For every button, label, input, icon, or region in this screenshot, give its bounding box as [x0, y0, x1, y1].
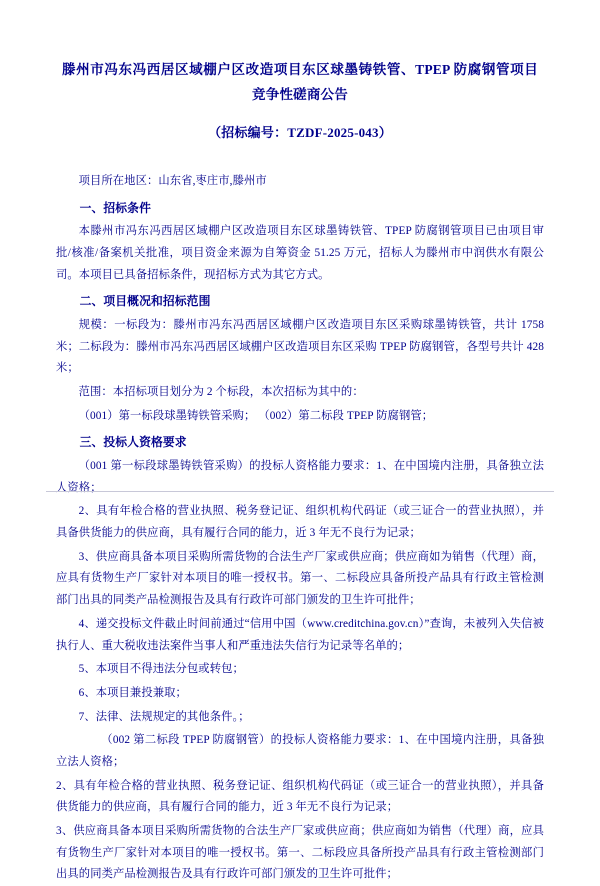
page-title: 滕州市冯东冯西居区域棚户区改造项目东区球墨铸铁管、TPEP 防腐钢管项目竞争性磋商公告 [62, 62, 538, 102]
section-heading-1: 一、招标条件 [79, 200, 151, 215]
section-3-paragraph-7: 7、法律、法规规定的其他条件。； [78, 710, 250, 723]
section-heading-3: 三、投标人资格要求 [79, 435, 187, 450]
section-1-paragraph: 本滕州市冯东冯西居区域棚户区改造项目东区球墨铸铁管、TPEP 防腐钢管项目已由项目审批/核准/备案机关批准，项目资金来源为自筹资金 51.25 万元，招标人为滕州市中润供水有限公司。本项目已具备招标条件，现招标方式为其它方式。 [56, 225, 544, 281]
project-location: 项目所在地区：山东省,枣庄市,滕州市 [78, 174, 267, 187]
page-divider [46, 491, 554, 492]
section-3-paragraph-2: 2、具有年检合格的营业执照、税务登记证、组织机构代码证（或三证合一的营业执照），并具备供货能力的供应商，具有履行合同的能力，近 3 年无不良行为记录； [56, 505, 544, 540]
section-3-paragraph-5: 5、本项目不得违法分包或转包； [78, 663, 244, 676]
bid-number: （招标编号：TZDF-2025-043） [208, 124, 392, 140]
section-2-paragraph-scale: 规模：一标段为：滕州市冯东冯西居区域棚户区改造项目东区采购球墨铸铁管，共计 1758 米；二标段为：滕州市冯东冯西居区域棚户区改造项目东区采购 TPEP 防腐钢管，各型号共计 428 米； [56, 318, 544, 375]
section-3-paragraph-9: 2、具有年检合格的营业执照、税务登记证、组织机构代码证（或三证合一的营业执照），并具备供货能力的供应商，具有履行合同的能力，近 3 年无不良行为记录； [56, 779, 544, 814]
section-2-paragraph-lots: （001）第一标段球墨铸铁管采购； （002）第二标段 TPEP 防腐钢管； [78, 409, 434, 422]
section-3-paragraph-3: 3、供应商具备本项目采购所需货物的合法生产厂家或供应商；供应商如为销售（代理）商，应具有货物生产厂家针对本项目的唯一授权书。第一、二标段应具备所投产品具有行政主管检测部门出具的同类产品检测报告及具有行政许可部门颁发的卫生许可批件； [56, 550, 544, 607]
section-heading-2: 二、项目概况和招标范围 [79, 294, 211, 309]
section-2-paragraph-scope: 范围：本招标项目划分为 2 个标段，本次招标为其中的： [78, 386, 364, 399]
section-3-paragraph-4: 4、递交投标文件截止时间前通过“信用中国（www.creditchina.gov.cn）”查询，未被列入失信被执行人、重大税收违法案件当事人和严重违法失信行为记录等名单的； [56, 617, 544, 652]
section-3-paragraph-1: （001 第一标段球墨铸铁管采购）的投标人资格能力要求：1、在中国境内注册，具备独立法人资格； [56, 460, 544, 494]
section-3-paragraph-10: 3、供应商具备本项目采购所需货物的合法生产厂家或供应商；供应商如为销售（代理）商，应具有货物生产厂家针对本项目的唯一授权书。第一、二标段应具备所投产品具有行政主管检测部门出具的同类产品检测报告及具有行政许可部门颁发的卫生许可批件； [56, 825, 544, 881]
section-3-paragraph-8: （002 第二标段 TPEP 防腐钢管）的投标人资格能力要求：1、在中国境内注册，具备独立法人资格； [56, 734, 544, 768]
document-body [56, 171, 544, 886]
section-3-paragraph-6: 6、本项目兼投兼取； [78, 686, 187, 699]
